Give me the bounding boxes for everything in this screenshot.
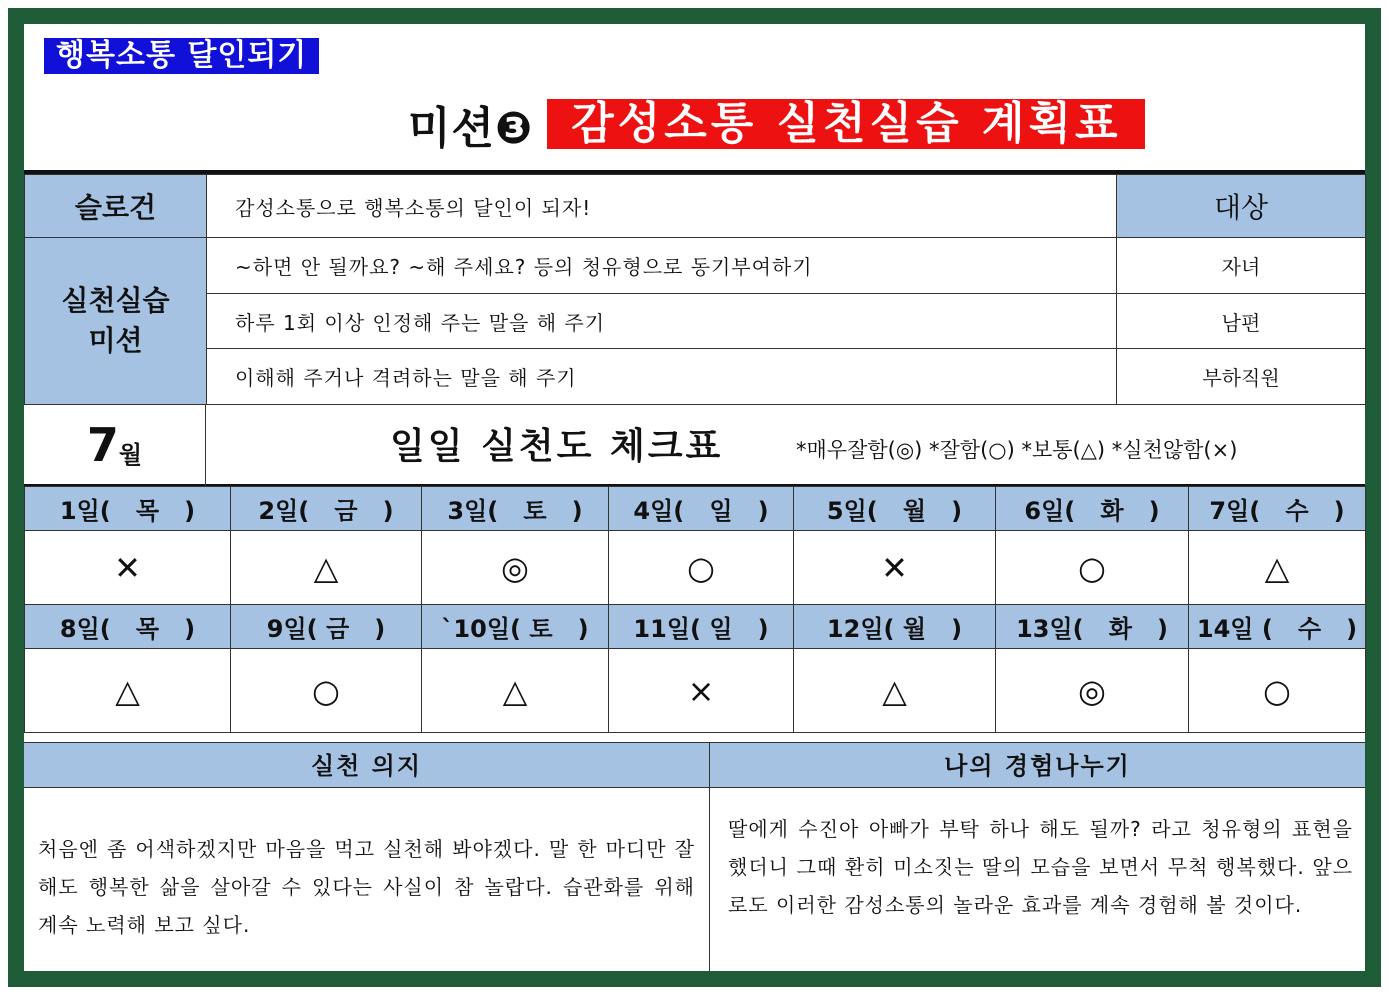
- mission-target: 남편: [1117, 294, 1366, 349]
- slogan-text: 감성소통으로 행복소통의 달인이 되자!: [207, 175, 1117, 238]
- mission-item: 이해해 주거나 격려하는 말을 해 주기: [207, 349, 1117, 405]
- month-unit: 월: [118, 440, 143, 469]
- mission-title-row: [408, 96, 1145, 152]
- day-rating: [996, 649, 1189, 733]
- day-header: 12일( 월 ): [794, 605, 996, 649]
- rating-mark: ✕: [114, 548, 141, 587]
- day-header: 11일( 일 ): [609, 605, 794, 649]
- day-header: 7일( 수 ): [1189, 487, 1366, 531]
- day-header: 3일( 토 ): [422, 487, 609, 531]
- day-header: 9일( 금 ): [231, 605, 422, 649]
- practice-will-section: [24, 742, 710, 971]
- mission-title: 감성소통 실천실습 계획표: [547, 99, 1145, 149]
- mission-item: 하루 1회 이상 인정해 주는 말을 해 주기: [207, 294, 1117, 349]
- rating-mark: ○: [312, 671, 340, 710]
- day-rating: [422, 649, 609, 733]
- rating-mark: ○: [1263, 671, 1291, 710]
- mission-label: [25, 238, 207, 405]
- day-rating: [996, 531, 1189, 605]
- rating-mark: △: [882, 671, 907, 710]
- month-cell: [24, 404, 206, 486]
- day-header: `10일( 토 ): [422, 605, 609, 649]
- day-rating: [25, 531, 231, 605]
- day-rating: [609, 649, 794, 733]
- rating-mark: ○: [1078, 548, 1106, 587]
- rating-mark: ◎: [1078, 671, 1106, 710]
- day-header: 5일( 월 ): [794, 487, 996, 531]
- plan-table: [24, 174, 1366, 405]
- experience-header: 나의 경험나누기: [710, 742, 1365, 788]
- page-frame: [8, 8, 1381, 987]
- rating-mark: ○: [687, 548, 715, 587]
- day-header: 6일( 화 ): [996, 487, 1189, 531]
- month-number: 7: [86, 418, 119, 472]
- rating-mark: ×: [687, 671, 715, 710]
- target-header: 대상: [1117, 175, 1366, 238]
- day-header: 4일( 일 ): [609, 487, 794, 531]
- mission-number: 미션❸: [408, 103, 534, 154]
- day-rating: [794, 649, 996, 733]
- mission-target: 부하직원: [1117, 349, 1366, 405]
- mission-item: ~하면 안 될까요? ~해 주세요? 등의 청유형으로 동기부여하기: [207, 238, 1117, 294]
- day-header: 2일( 금 ): [231, 487, 422, 531]
- program-badge: 행복소통 달인되기: [44, 38, 319, 74]
- day-header: 8일( 목 ): [25, 605, 231, 649]
- rating-legend: *매우잘함(◎) *잘함(○) *보통(△) *실천않함(×): [796, 438, 1238, 462]
- day-header: 13일( 화 ): [996, 605, 1189, 649]
- day-rating: [1189, 649, 1366, 733]
- practice-will-text: 처음엔 좀 어색하겠지만 마음을 먹고 실천해 봐야겠다. 말 한 마디만 잘 해도 행복한 삶을 살아갈 수 있다는 사실이 참 놀랍다. 습관화를 위해 계속 노력해 보고 싶다.: [38, 837, 695, 937]
- daily-check-table: [24, 486, 1366, 733]
- day-rating: [231, 531, 422, 605]
- day-rating: [794, 531, 996, 605]
- day-rating: [422, 531, 609, 605]
- day-rating: [25, 649, 231, 733]
- rating-mark: △: [1264, 548, 1290, 587]
- day-header: 14일 ( 수 ): [1189, 605, 1366, 649]
- practice-will-header: 실천 의지: [24, 742, 709, 788]
- rating-mark: △: [313, 548, 339, 587]
- rating-mark: △: [502, 671, 528, 710]
- rating-mark: ✕: [881, 548, 908, 587]
- document: [24, 24, 1365, 971]
- checklist-title: 일일 실천도 체크표: [390, 426, 724, 467]
- day-rating: [1189, 531, 1366, 605]
- day-rating: [231, 649, 422, 733]
- slogan-label: 슬로건: [25, 175, 207, 238]
- mission-label-text: 실천실습 미션: [61, 284, 170, 357]
- rating-mark: ◎: [501, 548, 529, 587]
- experience-text: 딸에게 수진아 아빠가 부탁 하나 해도 될까? 라고 청유형의 표현을 했더니 그때 환히 미소짓는 딸의 모습을 보면서 무척 행복했다. 앞으로도 이러한 감성소통의 놀라운 효과를 계속 경험해 볼 것이다.: [728, 817, 1353, 917]
- day-header: 1일( 목 ): [25, 487, 231, 531]
- checklist-header: [24, 404, 1365, 486]
- day-rating: [609, 531, 794, 605]
- mission-target: 자녀: [1117, 238, 1366, 294]
- rating-mark: △: [115, 671, 140, 710]
- experience-section: [710, 742, 1365, 971]
